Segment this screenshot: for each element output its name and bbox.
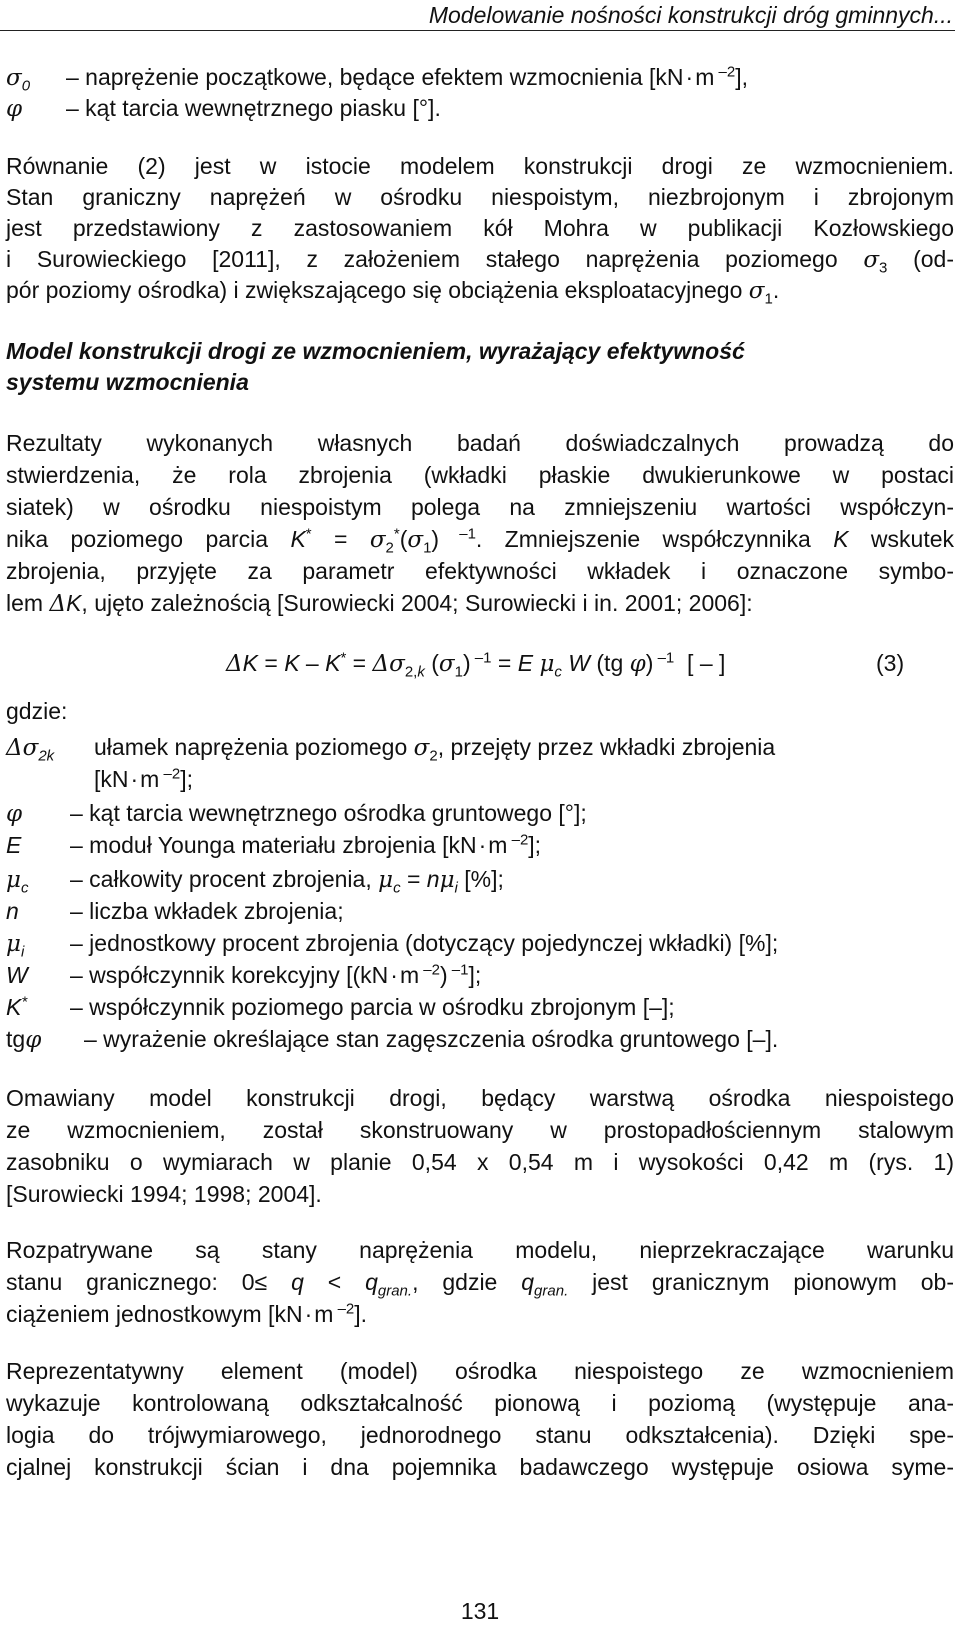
definition-symbol: $\sigma_0$ — [6, 65, 31, 95]
running-title: Modelowanie nośności konstrukcji dróg gminnych... — [428, 2, 953, 28]
paragraph-line: Stan graniczny naprężeń w ośrodku niespoistym, niezbrojonym i zbrojonym — [6, 184, 954, 210]
paragraph-line: stanu granicznego: $0\le q < q_{gran.}$, gdzie $q_{gran.}$ jest granicznym pionowym ob- — [6, 1269, 954, 1300]
paragraph-line: [Surowiecki 1994; 1998; 2004]. — [6, 1181, 322, 1207]
definition-text: – naprężenie początkowe, będące efektem wzmocnienia [kN·m $^{-2}$], — [66, 63, 748, 90]
paragraph-line: pór poziomy ośrodka) i zwiększającego się obciążenia eksploatacyjnego $\sigma_1$. — [6, 277, 780, 308]
definition-symbol: $\Delta\sigma_{2k}$ — [6, 735, 55, 765]
paragraph-line: jest przedstawiony z zastosowaniem kół Mohra w publikacji Kozłowskiego — [6, 215, 954, 241]
paragraph-line: nika poziomego parcia $K^* = \sigma_2^*(\sigma_1)$ $^{-1}$. Zmniejszenie współczynnika K wskutek — [6, 525, 954, 557]
section-heading: Model konstrukcji drogi ze wzmocnieniem, wyrażający efektywność — [6, 338, 745, 364]
paragraph-line: lem ΔK, ujęto zależnością [Surowiecki 2004; Surowiecki i in. 2001; 2006]: — [6, 590, 753, 617]
definition-symbol: n — [6, 898, 19, 924]
definition-text: – liczba wkładek zbrojenia; — [70, 898, 344, 924]
definition-symbol: E — [6, 832, 22, 858]
definition-text: – współczynnik korekcyjny [(kN·m $^{-2}$) $^{-1}$]; — [70, 961, 482, 988]
running-header — [0, 0, 955, 31]
paragraph-line: Rezultaty wykonanych własnych badań doświadczalnych prowadzą do — [6, 430, 954, 456]
definition-symbol: $\mu_i$ — [6, 931, 25, 961]
equation: $\Delta K = K - K^* = \Delta\sigma_{2,k}$ $(\sigma_1) ^{-1} = E$ $\mu_c$ W (tg φ) $^{-1}$ [ – ] — [226, 649, 726, 681]
paragraph-line: stwierdzenia, że rola zbrojenia (wkładki płaskie dwukierunkowe w postaci — [6, 462, 954, 488]
definition-text: – współczynnik poziomego parcia w ośrodku zbrojonym [–]; — [70, 994, 675, 1020]
paragraph-line: zbrojenia, przyjęte za parametr efektywności wkładek i oznaczone symbo- — [6, 558, 954, 584]
paragraph-line: Reprezentatywny element (model) ośrodka niespoistego ze wzmocnieniem — [6, 1358, 954, 1384]
paragraph-line: Równanie (2) jest w istocie modelem konstrukcji drogi ze wzmocnieniem. — [6, 153, 954, 179]
paragraph-line: ze wzmocnieniem, został skonstruowany w prostopadłościennym stalowym — [6, 1117, 954, 1143]
paragraph-line: siatek) w ośrodku niespoistym polega na zmniejszeniu wartości współczyn- — [6, 494, 954, 520]
definition-symbol: φ — [6, 96, 23, 122]
definition-symbol: W — [6, 962, 28, 988]
paragraph-line: Rozpatrywane są stany naprężenia modelu, nieprzekraczające warunku — [6, 1237, 954, 1263]
definition-text: – całkowity procent zbrojenia, $\mu_c = n\mu_i$ [%]; — [70, 866, 504, 897]
definition-symbol: φ — [6, 801, 23, 827]
paragraph-line: i Surowieckiego [2011], z założeniem stałego naprężenia poziomego $\sigma_3$ (od- — [6, 246, 954, 277]
paragraph-line: logia do trójwymiarowego, jednorodnego stanu odkształcenia). Dzięki spe- — [6, 1422, 954, 1448]
where-label: gdzie: — [6, 698, 68, 724]
definition-text: – jednostkowy procent zbrojenia (dotyczący pojedynczej wkładki) [%]; — [70, 930, 779, 956]
definition-symbol: K* — [6, 993, 28, 1020]
paragraph-line: cjalnej konstrukcji ścian i dna pojemnika badawczego występuje osiowa syme- — [6, 1454, 954, 1480]
definition-text: – kąt tarcia wewnętrznego piasku [°]. — [66, 95, 441, 121]
paragraph-line: Omawiany model konstrukcji drogi, będący warstwą ośrodka niespoistego — [6, 1085, 954, 1111]
definition-text: ułamek naprężenia poziomego $\sigma_2$, przejęty przez wkładki zbrojenia — [94, 734, 776, 765]
definition-text: – wyrażenie określające stan zagęszczenia ośrodka gruntowego [–]. — [84, 1026, 779, 1052]
definition-text-cont: [kN·m $^{-2}$]; — [94, 765, 193, 792]
paragraph-line: wykazuje kontrolowaną odkształcalność pionową i poziomą (występuje ana- — [6, 1390, 954, 1416]
definition-symbol: tgφ — [6, 1026, 42, 1053]
definition-text: – moduł Younga materiału zbrojenia [kN·m $^{-2}$]; — [70, 831, 542, 858]
paragraph-line: ciążeniem jednostkowym [kN·m $^{-2}$]. — [6, 1300, 368, 1327]
paragraph-line: zasobniku o wymiarach w planie 0,54 x 0,54 m i wysokości 0,42 m (rys. 1) — [6, 1149, 954, 1175]
definition-text: – kąt tarcia wewnętrznego ośrodka gruntowego [°]; — [70, 800, 587, 826]
page-number: 131 — [460, 1598, 500, 1624]
definition-symbol: $\mu_c$ — [6, 867, 29, 897]
equation-number: (3) — [876, 650, 905, 676]
section-heading: systemu wzmocnienia — [6, 369, 249, 395]
